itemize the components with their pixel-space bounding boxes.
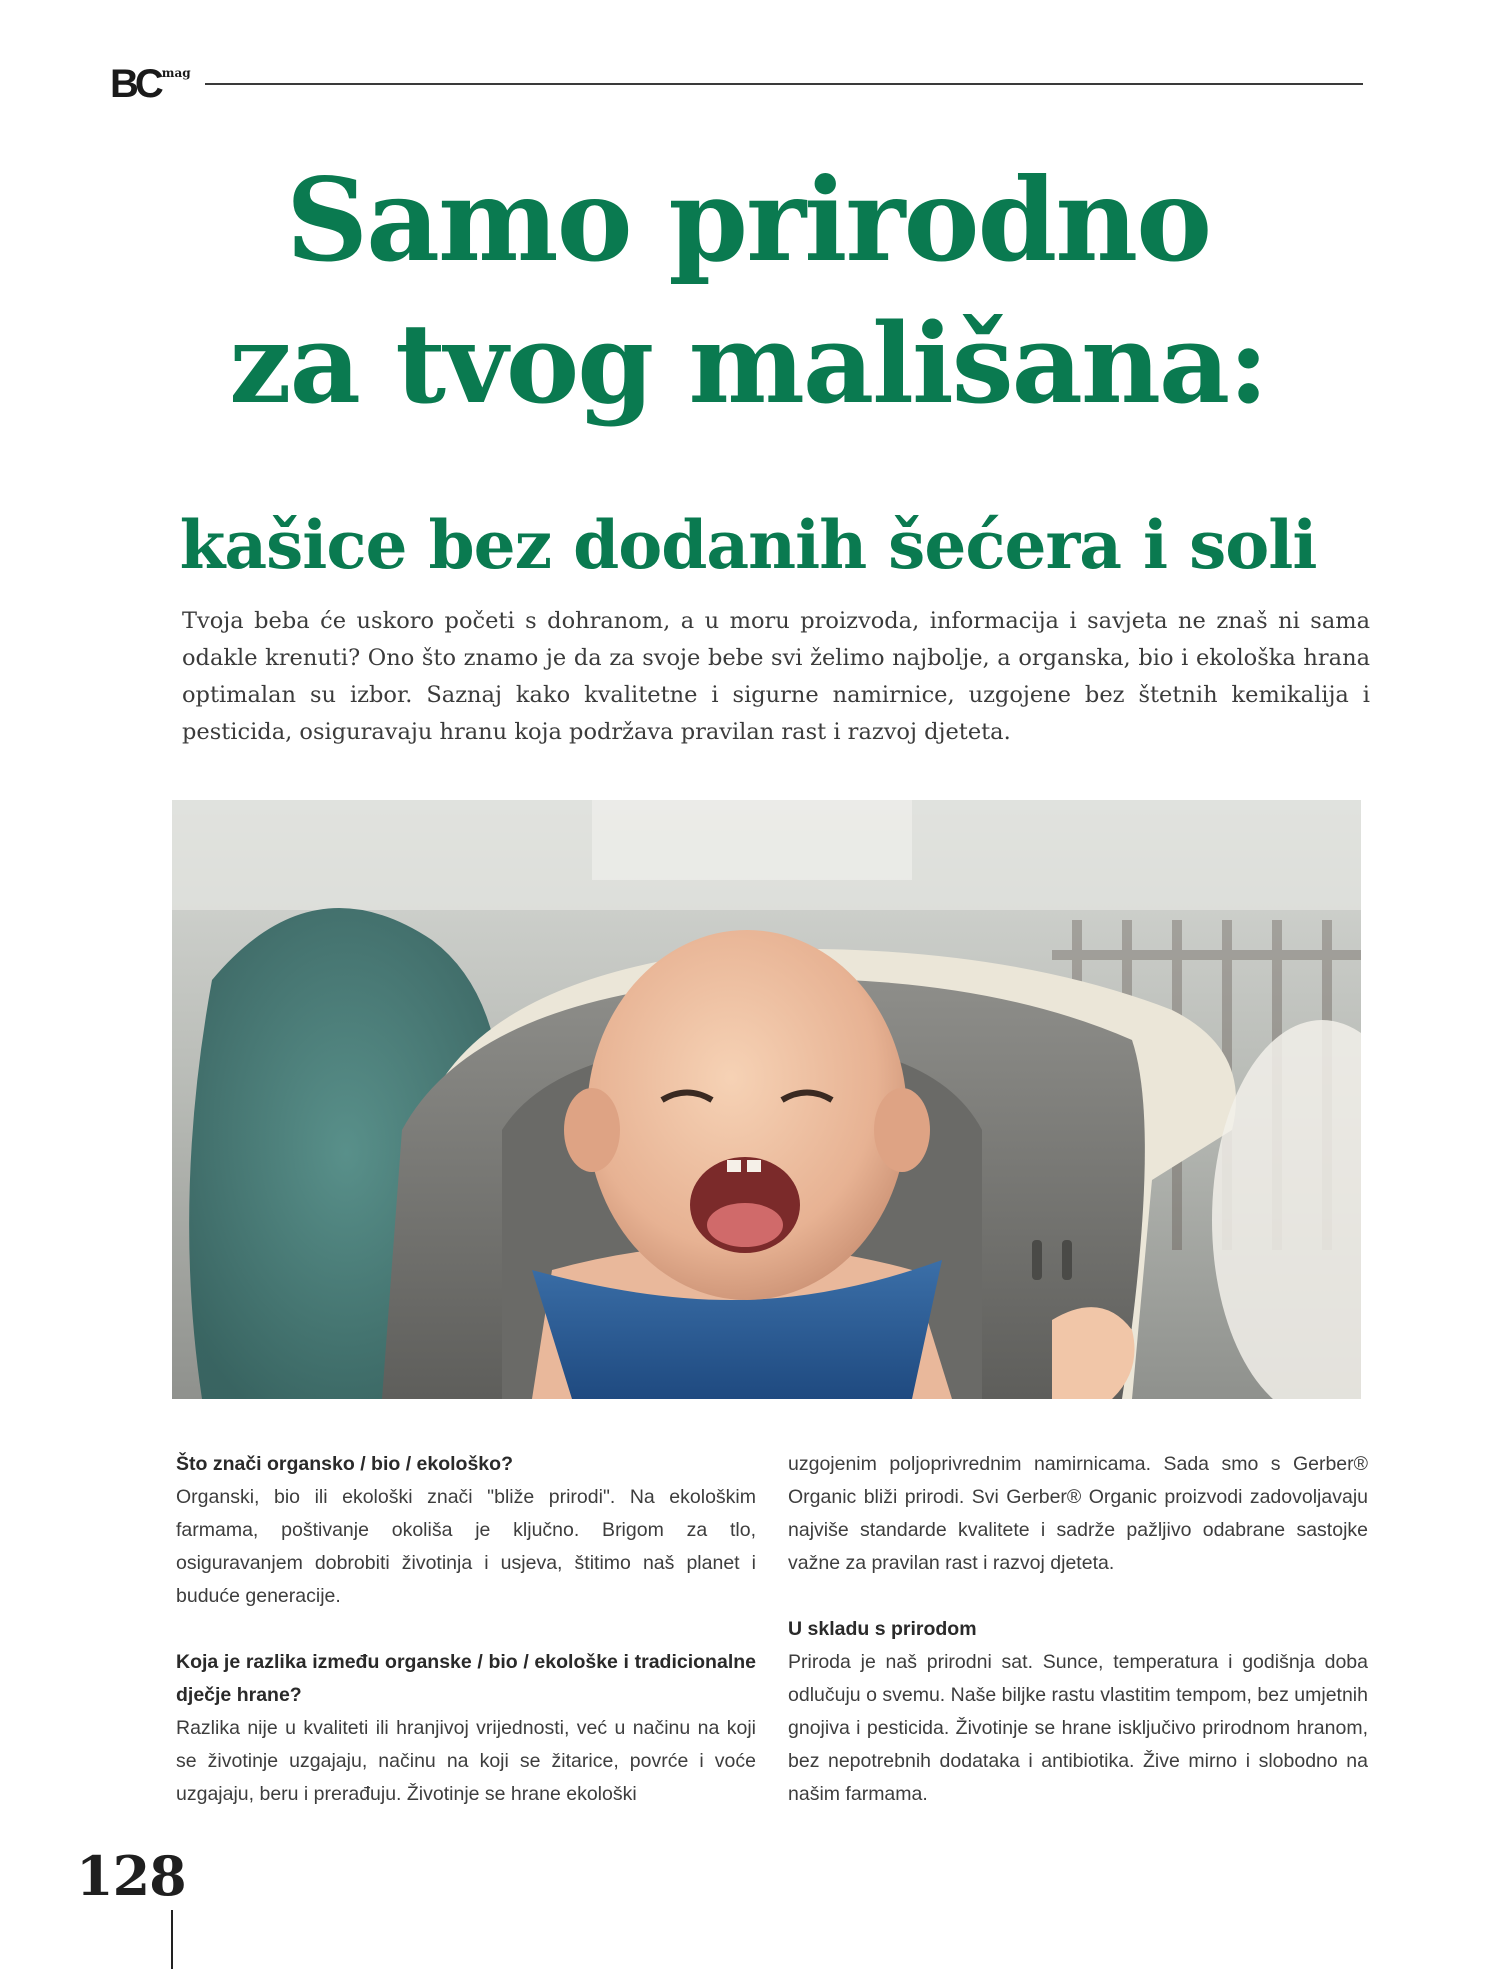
header-divider — [205, 83, 1363, 85]
baby-highchair-photo — [172, 800, 1361, 1399]
photo-illustration — [172, 800, 1361, 1399]
page-number: 128 — [76, 1844, 186, 1908]
section-heading-organic-meaning: Što znači organsko / bio / ekološko? — [176, 1453, 513, 1475]
article-intro: Tvoja beba će uskoro početi s dohranom, a u moru proizvoda, informacija i savjeta ne znaš ni sama odakle krenuti? Ono što znamo je da za svoje bebe svi želimo najbolje, a organska, bio i ekološka hrana optimalan su izbor. Saznaj kako kvalitetne i sigurne namirnice, uzgojene bez štetnih kemikalija i pesticida, osiguravaju hranu koja podržava pravilan rast i razvoj djeteta. — [182, 608, 1370, 745]
section-heading-difference: Koja je razlika između organske / bio / ekološke i tradicionalne dječje hrane? — [176, 1651, 756, 1706]
section-heading-in-harmony: U skladu s prirodom — [788, 1618, 977, 1640]
logo-main-text: BC — [110, 62, 160, 106]
section-text-difference-continued: uzgojenim poljoprivrednim namirnicama. Sada smo s Gerber® Organic bliži prirodi. Svi Gerber® Organic proizvodi zadovoljavaju najviše standarde kvalitete i sadrže pažljivo odabrane sastojke važne za pravilan rast i razvoj djeteta. — [788, 1453, 1368, 1574]
section-text-in-harmony: Priroda je naš prirodni sat. Sunce, temperatura i godišnja doba odlučuju o svemu. Naše biljke rastu vlastitim tempom, bez umjetnih gnojiva i pesticida. Životinje se hrane isključivo prirodnom hranom, bez nepotrebnih dodataka i antibiotika. Žive mirno i slobodno na našim farmama. — [788, 1651, 1368, 1805]
logo-sub-text: mag — [161, 66, 191, 80]
page-number-rule — [171, 1910, 173, 1969]
left-column — [176, 1448, 756, 1811]
right-column — [788, 1448, 1368, 1811]
magazine-logo — [110, 64, 191, 104]
article-subtitle: kašice bez dodanih šećera i soli — [179, 505, 1317, 584]
section-text-organic-meaning: Organski, bio ili ekološki znači "bliže prirodi". Na ekološkim farmama, poštivanje okoliša je ključno. Brigom za tlo, osiguravanjem dobrobiti životinja i usjeva, štitimo naš planet i buduće generacije. — [176, 1486, 756, 1607]
article-title-line-1: Samo prirodno — [285, 153, 1211, 287]
section-text-difference: Razlika nije u kvaliteti ili hranjivoj vrijednosti, već u načinu na koji se životinje uzgajaju, načinu na koji se žitarice, povrće i voće uzgajaju, beru i prerađuju. Životinje se hrane ekološki — [176, 1717, 756, 1805]
article-title-line-2: za tvog mališana: — [229, 299, 1267, 428]
